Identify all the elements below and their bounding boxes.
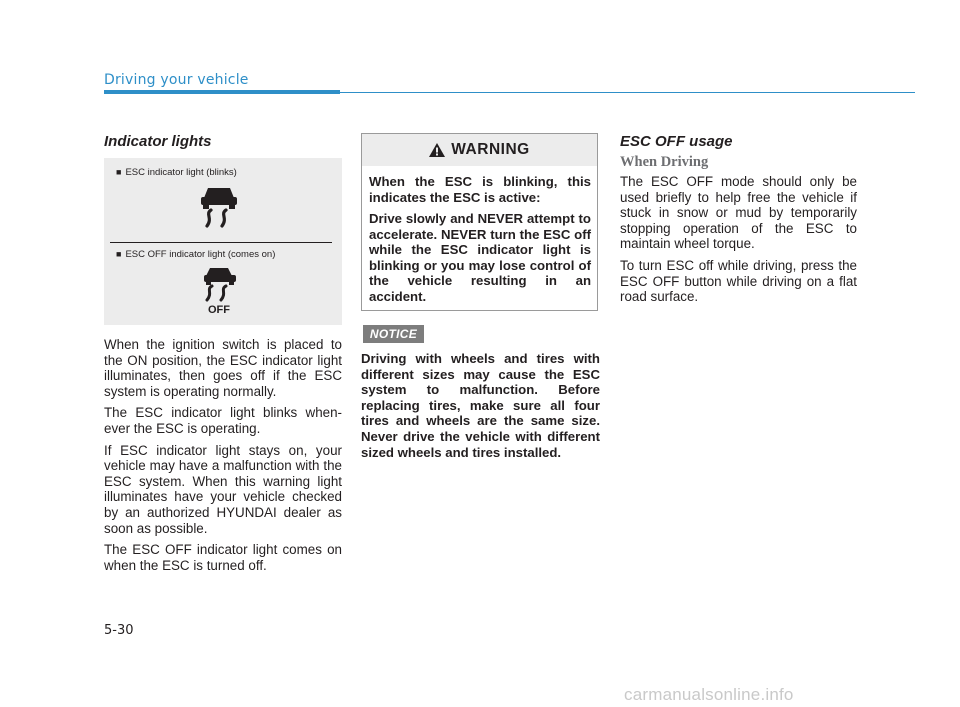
header-rule-thick <box>104 90 340 94</box>
indicator-lights-heading: Indicator lights <box>104 133 212 150</box>
paragraph: The ESC OFF indicator light comes on when the ESC is turned off. <box>104 542 342 573</box>
indicator-divider <box>110 242 332 243</box>
caption-esc-off: ■ ESC OFF indicator light (comes on) <box>116 249 276 260</box>
notice-paragraph: Driving with wheels and tires with different sizes may cause the ESC system to malfunction. Before replacing tires, make sure all four tires and wheels are the same size. Never drive the vehicle with different sized wheels and tires installed. <box>361 351 600 460</box>
header-rule-thin <box>340 92 915 93</box>
paragraph: To turn ESC off while driving, press the ESC OFF button while driving on a flat road surface. <box>620 257 857 305</box>
indicator-lights-body <box>104 337 342 579</box>
warning-triangle-icon <box>429 143 445 157</box>
warning-header <box>362 134 597 166</box>
esc-indicator-icon <box>198 184 244 230</box>
notice-body <box>361 351 600 460</box>
paragraph: The ESC OFF mode should only be used briefly to help free the vehicle if stuck in snow or mud by temporarily stopping operation of the ESC to maintain wheel torque. <box>620 174 857 252</box>
esc-off-indicator-icon <box>200 266 242 306</box>
indicator-lights-heading-wrap <box>104 133 212 150</box>
watermark: carmanualsonline.info <box>624 685 794 704</box>
warning-paragraph: When the ESC is blinking, this indicates the ESC is active: <box>369 174 591 205</box>
warning-paragraph: Drive slowly and NEVER attempt to accelerate. NEVER turn the ESC off while the ESC indicator light is blinking or you may lose control of the vehicle resulting in an accident. <box>369 211 591 304</box>
when-driving-subheading: When Driving <box>620 154 709 170</box>
page-number: 5-30 <box>104 623 134 638</box>
esc-off-usage-section <box>620 133 857 311</box>
section-title: Driving your vehicle <box>104 72 249 88</box>
notice-badge: NOTICE <box>363 325 424 343</box>
warning-title: WARNING <box>451 141 530 158</box>
warning-body <box>369 174 591 310</box>
esc-off-usage-heading: ESC OFF usage <box>620 133 733 150</box>
paragraph: The ESC indicator light blinks when-ever the ESC is operating. <box>104 405 342 436</box>
paragraph: When the ignition switch is placed to the ON position, the ESC indicator light illuminates, then goes off if the ESC system is operating normally. <box>104 337 342 399</box>
caption-esc-blink: ■ ESC indicator light (blinks) <box>116 167 237 178</box>
paragraph: If ESC indicator light stays on, your vehicle may have a malfunction with the ESC system. When this warning light illuminates have your vehicle checked by an authorized HYUNDAI dealer as soon as possible. <box>104 442 342 536</box>
off-label: OFF <box>208 304 230 316</box>
